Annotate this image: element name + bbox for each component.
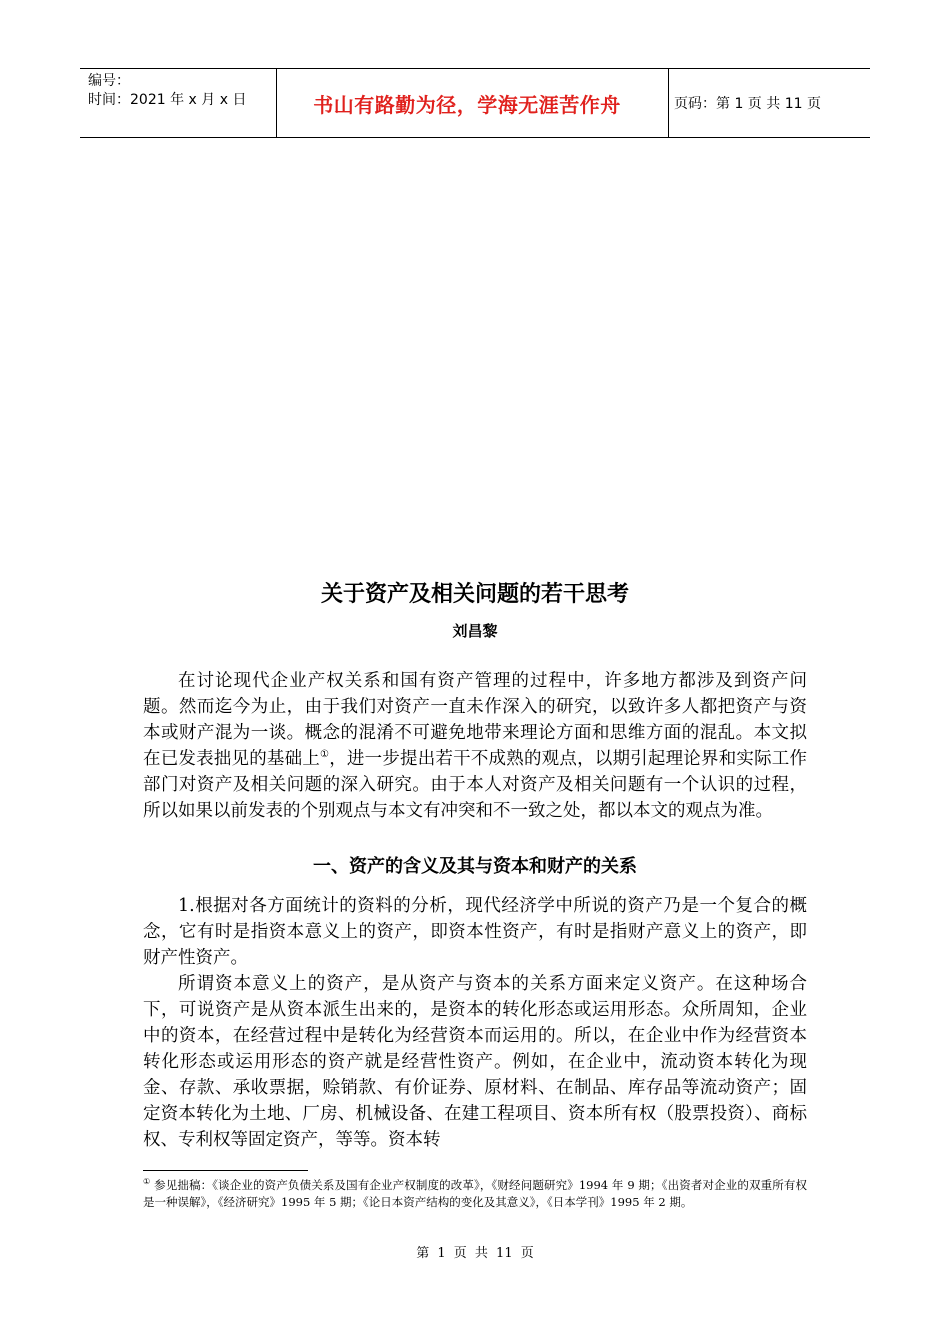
document-author: 刘昌黎 (452, 622, 498, 640)
intro-paragraph (143, 668, 807, 824)
page-footer: 第 1 页 共 11 页 (416, 1246, 534, 1261)
intro-section (143, 668, 807, 824)
document-title: 关于资产及相关问题的若干思考 (320, 582, 629, 607)
header-number-label: 编号： (88, 73, 130, 89)
footnote-mark: ① (143, 1177, 151, 1187)
footnote (143, 1177, 807, 1211)
intro-text-part1: 在讨论现代企业产权关系和国有资产管理的过程中，许多地方都涉及到资产问题。然而迄今为止，由于我们对资产一直未作深入的研究，以致许多人都把资产与资本或财产混为一谈。概念的混淆不可避免地带来理论方面和思维方面的混乱。本文拟在已发表拙见的基础上 (143, 671, 807, 769)
section1-paragraph-2: 所谓资本意义上的资产，是从资产与资本的关系方面来定义资产。在这种场合下，可说资产是从资本派生出来的，是资本的转化形态或运用形态。众所周知，企业中的资本，在经营过程中是转化为经营资本而运用的。所以，在企业中作为经营资本转化形态或运用形态的资产就是经营性资产。例如，在企业中，流动资本转化为现金、存款、承收票据，赊销款、有价证券、原材料、在制品、库存品等流动资产；固定资本转化为土地、厂房、机械设备、在建工程项目、资本所有权（股票投资）、商标权、专利权等固定资产，等等。资本转 (143, 974, 807, 1150)
header-meta (80, 69, 276, 137)
section-heading: 一、资产的含义及其与资本和财产的关系 (313, 856, 637, 877)
footnote-text: 参见拙稿：《谈企业的资产负债关系及国有企业产权制度的改革》，《财经问题研究》1994 年 9 期；《出资者对企业的双重所有权是一种误解》，《经济研究》1995 年 5 期；《论日本资产结构的变化及其意义》，《日本学刊》1995 年 2 期。 (143, 1178, 808, 1209)
footnote-rule (143, 1170, 308, 1171)
header-time-label: 时间：2021 年 x 月 x 日 (88, 92, 247, 108)
header-page-label: 页码：第 1 页 共 11 页 (674, 96, 821, 112)
section1-paragraph-1: 1.根据对各方面统计的资料的分析，现代经济学中所说的资产乃是一个复合的概念，它有时是指资本意义上的资产，即资本性资产，有时是指财产意义上的资产，即财产性资产。 (143, 896, 807, 968)
section1-body (143, 893, 807, 1153)
page-header (80, 68, 870, 138)
footnote-reference[interactable]: ① (320, 749, 330, 761)
header-motto: 书山有路勤为径，学海无涯苦作舟 (313, 92, 621, 117)
intro-text-part2: ，进一步提出若干不成熟的观点，以期引起理论界和实际工作部门对资产及相关问题的深入研究。由于本人对资产及相关问题有一个认识的过程，所以如果以前发表的个别观点与本文有冲突和不一致之处，都以本文的观点为准。 (143, 749, 808, 821)
